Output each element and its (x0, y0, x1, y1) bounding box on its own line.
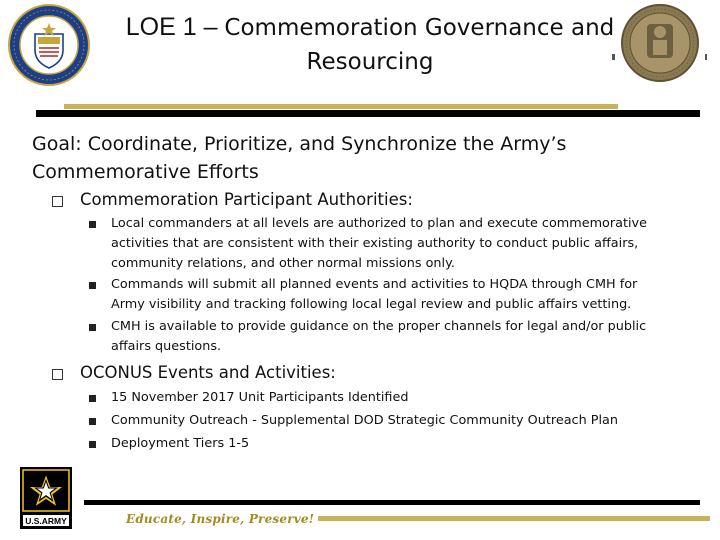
slide-title (90, 10, 650, 79)
goal-line-1: Goal: Coordinate, Prioritize, and Synchronize the Army’s (32, 133, 567, 155)
gold-divider-top (64, 104, 618, 109)
bullet-line: Commands will submit all planned events and activities to HQDA through CMH for (111, 277, 638, 292)
hollow-square-bullet-icon (52, 369, 63, 380)
square-bullet-icon (89, 395, 96, 402)
title-line2: Resourcing (306, 49, 434, 75)
goal-statement (32, 130, 692, 186)
square-bullet-icon (89, 324, 96, 331)
square-bullet-icon (89, 441, 96, 448)
us-army-star-logo-icon (20, 467, 72, 529)
footer-motto: Educate, Inspire, Preserve! (126, 512, 315, 526)
bullet-item: Community Outreach - Supplemental DOD Strategic Community Outreach Plan (111, 413, 618, 428)
logo-text: U.S.ARMY (25, 516, 67, 526)
title-prefix: LOE 1 – (125, 13, 225, 41)
bullet-line: affairs questions. (111, 339, 222, 354)
bullet-line: community relations, and other normal missions only. (111, 256, 455, 271)
square-bullet-icon (89, 418, 96, 425)
square-bullet-icon (89, 221, 96, 228)
black-divider-bottom (84, 500, 700, 505)
goal-line-2: Commemorative Efforts (32, 161, 259, 183)
hollow-square-bullet-icon (52, 196, 63, 207)
gold-divider-bottom (318, 516, 710, 521)
section-heading: OCONUS Events and Activities: (80, 363, 336, 382)
bullet-item (111, 214, 676, 274)
administrative-assistant-seal-icon (8, 4, 90, 86)
title-line1: Commemoration Governance and (224, 15, 615, 41)
bullet-line: Army visibility and tracking following local legal review and public affairs vetting. (111, 297, 632, 312)
black-divider-top (36, 110, 700, 117)
section-heading: Commemoration Participant Authorities: (80, 190, 413, 209)
bullet-line: CMH is available to provide guidance on the proper channels for legal and/or public (111, 319, 647, 334)
bullet-line: Local commanders at all levels are authorized to plan and execute commemorative (111, 216, 648, 231)
bullet-item: 15 November 2017 Unit Participants Identified (111, 390, 409, 405)
bullet-item (111, 317, 676, 357)
square-bullet-icon (89, 282, 96, 289)
bullet-line: activities that are consistent with their existing authority to conduct public affairs, (111, 236, 639, 251)
bullet-item (111, 275, 676, 315)
bullet-item: Deployment Tiers 1-5 (111, 436, 250, 451)
